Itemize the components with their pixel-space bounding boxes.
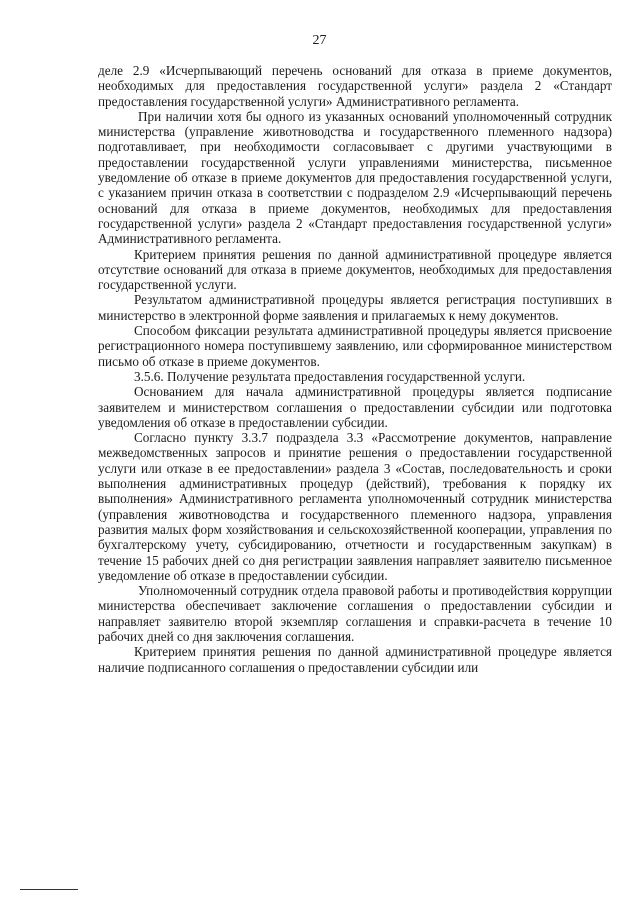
paragraph: Уполномоченный сотрудник отдела правовой работы и противодействия коррупции министерства обеспечивает заключение соглашения о предоставлении субсидии и направляет заявителю второй экземпляр соглашения и справки-расчета в течение 10 рабочих дней со дня заключения соглашения. (98, 583, 612, 644)
paragraph: При наличии хотя бы одного из указанных оснований уполномоченный сотрудник министерства (управление животноводства и государственного племенного надзора) подготавливает, при необходимости согласовывает с другими участвующими в предоставлении государственной услуги управлениями министерства, письменное уведомление об отказе в приеме документов для предоставления государственной услуги, с указанием причин отказа в соответствии с подразделом 2.9 «Исчерпывающий перечень оснований для отказа в приеме документов, необходимых для предоставления государственной услуги» раздела 2 «Стандарт предоставления государственной услуги» Административного регламента. (98, 108, 612, 247)
body-text (98, 63, 612, 675)
paragraph: Результатом административной процедуры является регистрация поступивших в министерство в электронной форме заявления и прилагаемых к нему документов. (98, 292, 612, 323)
paragraph-continues: Критерием принятия решения по данной административной процедуре является наличие подписанного соглашения о предоставлении субсидии или (98, 644, 612, 675)
paragraph: Критерием принятия решения по данной административной процедуре является отсутствие оснований для отказа в приеме документов, необходимых для предоставления государственной услуги. (98, 246, 612, 293)
paragraph-continuation: деле 2.9 «Исчерпывающий перечень оснований для отказа в приеме документов, необходимых для предоставления государственной услуги» раздела 2 «Стандарт предоставления государственной услуги» Административного регламента. (98, 63, 612, 109)
paragraph: Способом фиксации результата административной процедуры является присвоение регистрационного номера поступившему заявлению, или сформированное министерством письмо об отказе в приеме документов. (98, 323, 612, 369)
footer-rule (20, 889, 78, 890)
paragraph: Согласно пункту 3.3.7 подраздела 3.3 «Рассмотрение документов, направление межведомственных запросов и принятие решения о предоставлении государственной услуги или отказе в ее предоставлении» раздела 3 «Состав, последовательность и сроки выполнения административных процедур (действий), требования к порядку их выполнения» Административного регламента уполномоченный сотрудник министерства (управления животноводства и государственного племенного надзора, управления развития малых форм хозяйствования и сельскохозяйственной кооперации, управления по бухгалтерскому учету, субсидированию, отчетности и государственным закупкам) в течение 15 рабочих дней со дня регистрации заявления направляет заявителю письменное уведомление об отказе в предоставлении субсидии. (98, 430, 612, 583)
paragraph: Основанием для начала административной процедуры является подписание заявителем и министерством соглашения о предоставлении субсидии или подготовка уведомления об отказе в предоставлении субсидии. (98, 384, 612, 430)
section-heading: 3.5.6. Получение результата предоставления государственной услуги. (134, 368, 526, 384)
page-number: 27 (312, 33, 327, 48)
